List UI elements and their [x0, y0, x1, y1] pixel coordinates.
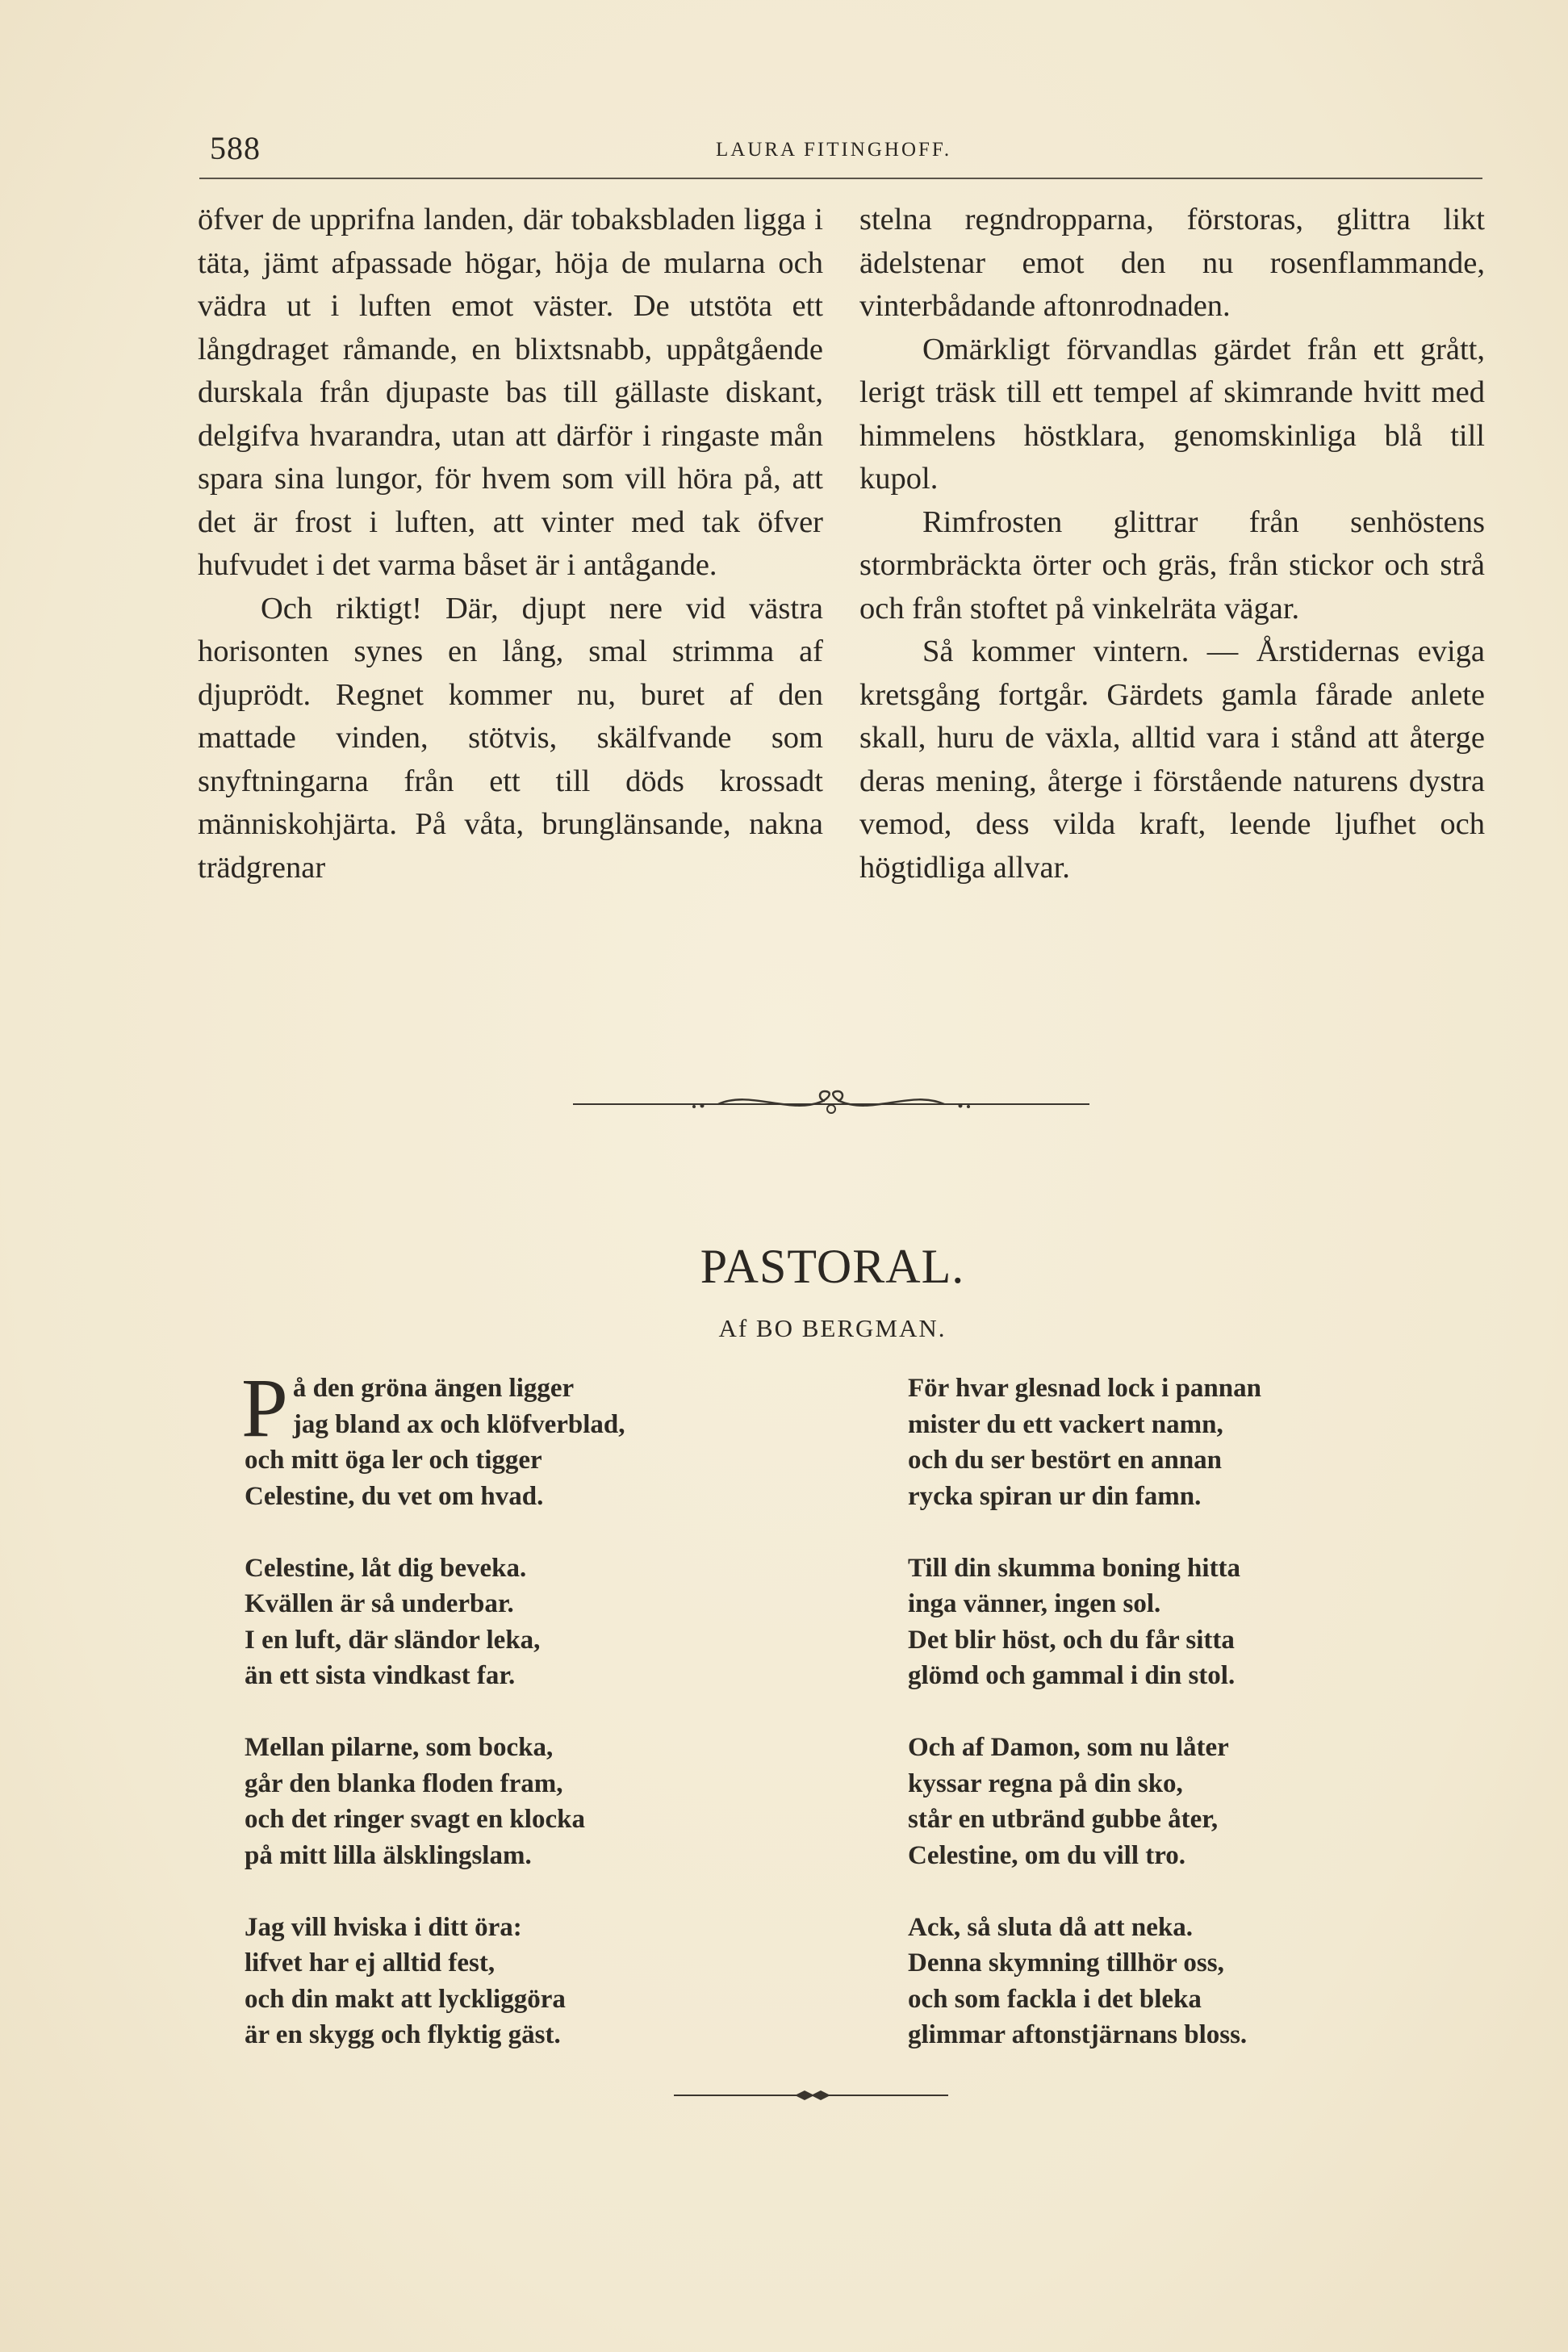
prose-paragraph: Rimfrosten glittrar från senhöstens stormbräckta örter och gräs, från stickor och strå och från stoftet på vinkelräta vägar. [859, 504, 1485, 626]
stanza [245, 1730, 809, 1873]
poem-line: Celestine, låt dig beveka. [245, 1553, 527, 1583]
page-number: 588 [210, 130, 261, 166]
poem-line: på mitt lilla älsklingslam. [245, 1840, 532, 1870]
poem-line: och mitt öga ler och tigger [245, 1446, 542, 1475]
poem-line: Kvällen är så underbar. [245, 1589, 514, 1618]
poem-line: Jag vill hviska i ditt öra: [245, 1912, 522, 1942]
poem-byline: Af BO BERGMAN. [718, 1314, 947, 1342]
stanza [908, 1730, 1473, 1873]
section-divider-ornament [565, 1082, 1098, 1122]
poem-line: glimmar aftonstjärnans bloss. [908, 2020, 1248, 2049]
prose-paragraph: öfver de upprifna landen, där tobaksbladen ligga i täta, jämt afpassade högar, höja de mularna och vädra ut i luften emot väster. De utstöta ett långdraget råmande, en blixtsnabb, uppåtgående durskala från djupaste bas till gällaste diskant, delgifva hvarandra, utan att därför i ringaste mån spara sina lungor, för hvem som vill höra på, att det är frost i luften, att vinter med tak öfver hufvudet i det varma båset är i antågande. [198, 203, 823, 582]
stanza [241, 1362, 809, 1514]
stanza [908, 1910, 1473, 2053]
poem-line: går den blanka floden fram, [245, 1768, 563, 1798]
poem-line: kyssar regna på din sko, [908, 1768, 1183, 1798]
stanza [908, 1551, 1473, 1694]
poem-line: Ack, så sluta då att neka. [908, 1912, 1193, 1942]
poem-line: är en skygg och flyktig gäst. [245, 2020, 561, 2049]
poem-line: Celestine, du vet om hvad. [245, 1481, 544, 1511]
poem-line: För hvar glesnad lock i pannan [908, 1374, 1261, 1403]
poem-line: å den gröna ängen ligger [292, 1374, 575, 1403]
poem-line: inga vänner, ingen sol. [908, 1589, 1161, 1618]
prose-paragraph: Så kommer vintern. — Årstidernas eviga kretsgång fortgår. Gärdets gamla fårade anlete skall, huru de växla, alltid vara i stånd att återge deras mening, återge i förstående naturens dystra vemod, dess vilda kraft, leende ljufhet och högtidliga allvar. [859, 634, 1485, 885]
poem-line: och det ringer svagt en klocka [245, 1805, 585, 1834]
poem-line: glömd och gammal i din stol. [908, 1661, 1236, 1690]
poem-line: Mellan pilarne, som bocka, [245, 1733, 554, 1762]
prose-paragraph: Omärkligt förvandlas gärdet från ett grått, lerigt träsk till ett tempel af skimrande hvitt med himmelens höstklara, genomskinliga blå till kupol. [859, 332, 1485, 496]
poem-line: Celestine, om du vill tro. [908, 1840, 1186, 1870]
poem-line: och din makt att lyckliggöra [245, 1984, 566, 2014]
end-rule-ornament [674, 2087, 948, 2103]
prose-column-left [198, 199, 823, 889]
prose-paragraph: Och riktigt! Där, djupt nere vid västra horisonten synes en lång, smal strimma af djuprödt. Regnet kommer nu, buret af den mattade vinden, stötvis, skälfvande som snyftningarna från ett till döds krossadt människohjärta. På våta, brunglänsande, nakna trädgrenar [198, 591, 823, 885]
poem-title: PASTORAL. [700, 1240, 965, 1293]
poem-line: än ett sista vindkast far. [245, 1661, 516, 1690]
poem-line: jag bland ax och klöfverblad, [292, 1409, 625, 1439]
prose-column-right [859, 199, 1485, 889]
poem-line: Till din skumma boning hitta [908, 1553, 1241, 1583]
poem-line: Denna skymning tillhör oss, [908, 1948, 1224, 1977]
poem-column-left [241, 1362, 809, 2089]
poem-line: står en utbränd gubbe åter, [908, 1805, 1219, 1834]
poem-line: lifvet har ej alltid fest, [245, 1948, 495, 1977]
running-head: LAURA FITINGHOFF. [716, 139, 952, 161]
prose-paragraph: stelna regndropparna, förstoras, glittra likt ädelstenar emot den nu rosenflammande, vinterbådande aftonrodnaden. [859, 203, 1485, 323]
page-header [199, 129, 1482, 179]
poem-line: rycka spiran ur din famn. [908, 1481, 1202, 1511]
stanza [245, 1910, 809, 2053]
poem-line: I en luft, där sländor leka, [245, 1625, 541, 1655]
poem-line: Det blir höst, och du får sitta [908, 1625, 1235, 1655]
poem-line: mister du ett vackert namn, [908, 1409, 1223, 1439]
stanza [908, 1371, 1473, 1514]
poem-column-right [908, 1371, 1473, 2089]
poem-line: Och af Damon, som nu låter [908, 1733, 1229, 1762]
stanza [245, 1551, 809, 1694]
drop-cap: P [241, 1362, 288, 1454]
poem-line: och som fackla i det bleka [908, 1984, 1202, 2014]
poem-line: och du ser bestört en annan [908, 1446, 1223, 1475]
